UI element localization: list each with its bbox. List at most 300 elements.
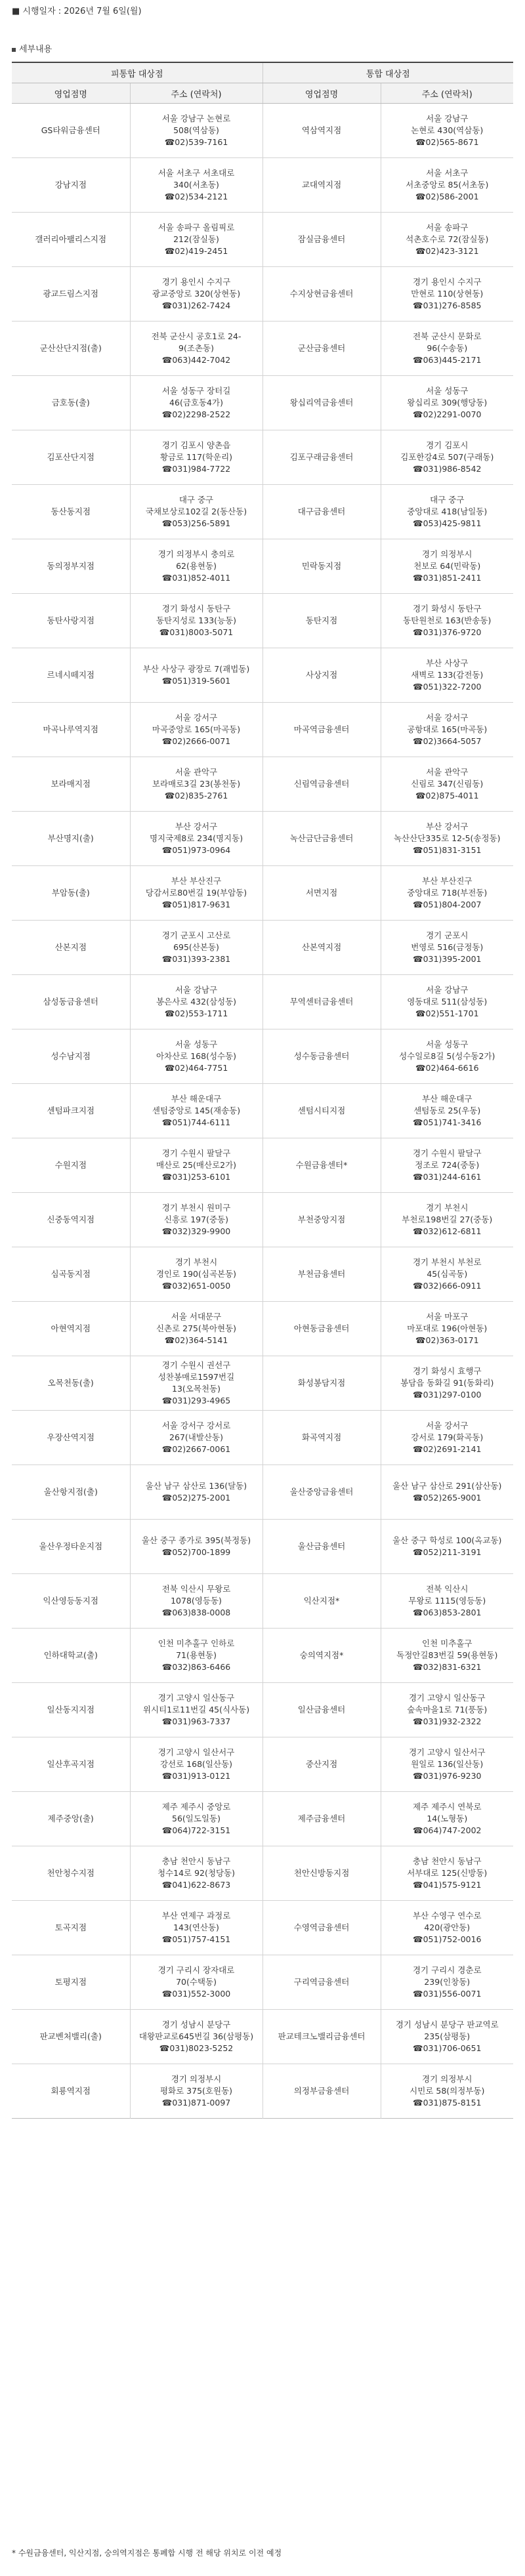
phone-number: ☎031)8003-5071 [159,627,234,637]
phone-number: ☎031)986-8542 [413,464,482,474]
branch-name-right: 아현동금융센터 [262,1302,381,1356]
address-line: 왕십리로 309(행당동) [407,398,488,407]
phone-number: ☎031)875-8151 [413,2098,482,2108]
address-line: 서울 성동구 장터길 [161,386,231,396]
branch-address-right [381,921,513,975]
address-line: 부산 사상구 [426,658,469,668]
address-line: 서울 서초구 [426,168,469,178]
address-line: 보라매로3길 23(봉천동) [152,779,241,789]
address-line: 서울 성동구 [426,1039,469,1049]
branch-name-left: 금호동(출) [12,376,130,430]
branch-address-left [130,648,262,703]
phone-number: ☎031)244-6161 [413,1172,482,1182]
table-row [12,1465,513,1520]
phone-number: ☎052)265-9001 [413,1493,482,1503]
branch-address-left [130,757,262,812]
branch-name-right: 김포구래금융센터 [262,430,381,485]
branch-name-right: 사상지점 [262,648,381,703]
address-line: 만현로 110(상현동) [411,289,484,299]
address-line: 논현로 430(역삼동) [411,125,484,135]
table-row [12,2010,513,2064]
phone-number: ☎063)442-7042 [161,355,231,365]
table-row [12,213,513,267]
branch-address-right [381,1138,513,1193]
address-line: 서부대로 125(신방동) [407,1868,488,1878]
address-line: 경기 김포시 양촌읍 [161,440,231,450]
branch-address-right [381,594,513,648]
address-line: 부산 수영구 연수로 [412,1911,482,1921]
phone-number: ☎032)651-0050 [161,1281,231,1291]
col-header-addr-right: 주소 (연락처) [381,83,513,104]
phone-number: ☎031)913-0121 [161,1771,231,1781]
address-line: 경기 화성시 효행구 [412,1366,482,1376]
branch-address-left [130,104,262,158]
phone-number: ☎051)322-7200 [413,682,482,692]
branch-merger-table [12,62,513,2119]
table-row [12,1302,513,1356]
address-line: 황금로 117(학운리) [159,452,233,462]
branch-address-left [130,1138,262,1193]
branch-name-left: 동탄사랑지점 [12,594,130,648]
table-row [12,1084,513,1138]
table-row [12,104,513,158]
branch-address-right [381,1520,513,1574]
branch-address-left [130,376,262,430]
branch-name-left: 광교드림스지점 [12,267,130,322]
table-row [12,267,513,322]
phone-number: ☎02)364-5141 [164,1335,228,1345]
address-line: 45(심곡동) [427,1269,468,1279]
phone-number: ☎032)666-0911 [413,1281,482,1291]
branch-name-left: 제주중앙(출) [12,1792,130,1846]
branch-address-left [130,1846,262,1901]
address-line: 당감서로80번길 19(부암동) [145,888,247,898]
phone-number: ☎02)2667-0061 [161,1444,231,1454]
branch-address-right [381,1302,513,1356]
address-line: 경기 성남시 분당구 판교역로 [395,2020,499,2029]
address-line: 울산 중구 종가로 395(북정동) [141,1535,251,1545]
address-line: 서울 강서구 강서로 [161,1421,231,1430]
address-line: 녹산산단335로 12-5(송정동) [393,833,501,843]
address-line: 71(용현동) [176,1650,217,1660]
table-row [12,376,513,430]
address-line: 경기 군포시 [426,930,469,940]
branch-address-left [130,1955,262,2010]
phone-number: ☎051)973-0964 [161,845,231,855]
address-line: 광교중앙로 320(상현동) [152,289,241,299]
phone-number: ☎02)565-8671 [415,137,479,147]
address-line: 정조로 724(중동) [415,1160,480,1170]
table-row [12,866,513,921]
branch-name-left: 군산산단지점(출) [12,322,130,376]
branch-address-right [381,1955,513,2010]
table-row [12,1193,513,1247]
branch-address-right [381,866,513,921]
branch-name-right: 울산금융센터 [262,1520,381,1574]
branch-address-left [130,921,262,975]
branch-address-left [130,1737,262,1792]
address-line: 번영로 516(금정동) [411,942,484,952]
square-bullet-icon [12,48,16,52]
address-line: 경기 용인시 수지구 [161,277,231,287]
address-line: 경기 의정부시 [422,2074,472,2084]
address-line: 96(수송동) [427,343,468,353]
address-line: 석촌호수로 72(잠실동) [406,234,489,244]
address-line: 경기 의정부시 [422,549,472,559]
branch-name-right: 무역센터금융센터 [262,975,381,1029]
branch-address-left [130,1029,262,1084]
branch-address-right [381,1084,513,1138]
address-line: 위시티1로11번길 45(식사동) [142,1705,250,1714]
branch-name-right: 교대역지점 [262,158,381,213]
branch-name-left: 신중동역지점 [12,1193,130,1247]
branch-name-right: 신림역금융센터 [262,757,381,812]
phone-number: ☎051)319-5601 [161,676,231,686]
address-line: 마곡중앙로 165(마곡동) [152,724,241,734]
address-line: 새벽로 133(감전동) [411,670,484,680]
phone-number: ☎02)363-0171 [415,1335,479,1345]
address-line: 서울 강서구 [426,1421,469,1430]
branch-address-right [381,539,513,594]
address-line: 508(역삼동) [173,125,219,135]
address-line: 경기 수원시 권선구 [161,1360,231,1370]
address-line: 경기 김포시 [426,440,469,450]
address-line: 울산 남구 삼산로 291(삼산동) [392,1481,502,1491]
table-row [12,430,513,485]
branch-name-left: 부암동(출) [12,866,130,921]
table-row [12,648,513,703]
address-line: 서울 강남구 [175,985,218,995]
table-row [12,2064,513,2119]
address-line: 제주 제주시 연북로 [412,1802,482,1812]
address-line: 국채보상로102길 2(동산동) [145,507,247,516]
phone-number: ☎063)445-2171 [413,355,482,365]
branch-name-left: 오목천동(출) [12,1356,130,1411]
address-line: 울산 남구 삼산로 136(달동) [145,1481,247,1491]
address-line: 부산 사상구 광장로 7(괘법동) [142,664,250,674]
branch-address-right [381,1411,513,1465]
phone-number: ☎02)2691-2141 [413,1444,482,1454]
branch-address-right [381,1356,513,1411]
branch-address-left [130,1356,262,1411]
branch-address-left [130,1084,262,1138]
address-line: 마포대로 196(아현동) [407,1323,488,1333]
branch-address-right [381,1247,513,1302]
group-header-merged: 피통합 대상점 [12,62,262,83]
branch-name-left: 천안청수지점 [12,1846,130,1901]
phone-number: ☎032)863-6466 [161,1662,231,1672]
table-row [12,1029,513,1084]
phone-number: ☎051)831-3151 [413,845,482,855]
address-line: 경기 의정부시 충의로 [158,549,235,559]
branch-address-left [130,1411,262,1465]
address-line: 서울 성동구 [175,1039,218,1049]
branch-address-left [130,158,262,213]
section-title: 세부내용 [19,45,52,54]
branch-name-left: 동산동지점 [12,485,130,539]
branch-address-left [130,1520,262,1574]
address-line: 명지국제8로 234(명지동) [149,833,243,843]
phone-number: ☎052)275-2001 [161,1493,231,1503]
branch-address-right [381,2010,513,2064]
address-line: 인천 미추홀구 [422,1638,472,1648]
table-row [12,1737,513,1792]
address-line: 70(수택동) [176,1977,217,1987]
branch-address-right [381,322,513,376]
branch-address-left [130,812,262,866]
address-line: 충남 천안시 동남구 [412,1856,482,1866]
branch-name-right: 성수동금융센터 [262,1029,381,1084]
address-line: 매산로 25(매산로2가) [156,1160,237,1170]
address-line: 212(잠실동) [173,234,219,244]
phone-number: ☎031)293-4965 [161,1396,231,1405]
footnote: * 수원금융센터, 익산지점, 숭의역지점은 통폐합 시행 전 해당 위치로 이전 예정 [12,2548,282,2558]
effective-date-line: ■ 시행일자 : 2026년 7월 6일(월) [12,7,142,16]
address-line: 경기 수원시 팔달구 [161,1148,231,1158]
branch-name-right: 대구금융센터 [262,485,381,539]
phone-number: ☎02)2298-2522 [161,409,231,419]
address-line: 원일로 136(일산동) [411,1759,484,1769]
address-line: 경기 성남시 분당구 [161,2020,231,2029]
branch-name-left: GS타워금융센터 [12,104,130,158]
address-line: 경기 부천시 원미구 [161,1203,231,1213]
branch-address-left [130,1792,262,1846]
address-line: 아차산로 168(성수동) [156,1051,237,1061]
table-row [12,1792,513,1846]
address-line: 동탄지성로 133(능동) [156,615,237,625]
table-row [12,1138,513,1193]
branch-name-right: 왕십리역금융센터 [262,376,381,430]
table-row [12,703,513,757]
branch-name-right: 화곡역지점 [262,1411,381,1465]
address-line: 서울 서초구 서초대로 [158,168,235,178]
address-line: 14(노형동) [427,1814,468,1823]
address-line: 서울 마포구 [426,1312,469,1321]
branch-name-left: 판교벤처밸리(출) [12,2010,130,2064]
address-line: 봉담읍 동화길 91(동화리) [400,1378,494,1388]
branch-name-right: 익산지점* [262,1574,381,1629]
phone-number: ☎02)3664-5057 [413,736,482,746]
phone-number: ☎041)575-9121 [413,1880,482,1890]
address-line: 부천로198번길 27(중동) [402,1215,493,1224]
phone-number: ☎053)425-9811 [413,518,482,528]
address-line: 서울 강서구 [426,713,469,722]
branch-address-right [381,1029,513,1084]
branch-name-right: 녹산금단금융센터 [262,812,381,866]
branch-name-right: 마곡역금융센터 [262,703,381,757]
address-line: 경기 구리시 경춘로 [412,1965,482,1975]
phone-number: ☎02)2291-0070 [413,409,482,419]
address-line: 서울 강남구 논현로 [161,114,231,123]
address-line: 9(조촌동) [178,343,214,353]
table-row [12,1520,513,1574]
branch-name-right: 센텀시티지점 [262,1084,381,1138]
branch-name-left: 산본지점 [12,921,130,975]
address-line: 420(광안동) [424,1922,471,1932]
address-line: 봉은사로 432(삼성동) [156,997,237,1007]
section-heading [12,42,52,54]
branch-name-right: 동탄지점 [262,594,381,648]
phone-number: ☎053)256-5891 [161,518,231,528]
branch-name-left: 토평지점 [12,1955,130,2010]
address-line: 경기 부천시 부천로 [412,1257,482,1267]
branch-address-right [381,1792,513,1846]
address-line: 경기 고양시 일산서구 [408,1747,486,1757]
phone-number: ☎031)262-7424 [161,301,231,310]
address-line: 충남 천안시 동남구 [161,1856,231,1866]
branch-name-right: 중산지점 [262,1737,381,1792]
branch-name-left: 우장산역지점 [12,1411,130,1465]
branch-name-right: 서면지점 [262,866,381,921]
address-line: 부산 해운대구 [422,1094,472,1104]
address-line: 부산 강서구 [426,821,469,831]
branch-name-right: 일산금융센터 [262,1683,381,1737]
branch-address-left [130,866,262,921]
branch-address-left [130,267,262,322]
phone-number: ☎031)984-7722 [161,464,231,474]
address-line: 인천 미추홀구 인하로 [158,1638,235,1648]
branch-name-right: 잠실금융센터 [262,213,381,267]
address-line: 신촌로 275(북아현동) [156,1323,237,1333]
phone-number: ☎031)851-2411 [413,573,482,583]
address-line: 경기 고양시 일산서구 [158,1747,235,1757]
address-line: 대구 중구 [430,495,465,505]
phone-number: ☎02)835-2761 [164,791,228,800]
branch-name-left: 일산후곡지점 [12,1737,130,1792]
branch-name-left: 동의정부지점 [12,539,130,594]
phone-number: ☎051)741-3416 [413,1117,482,1127]
branch-address-right [381,485,513,539]
address-line: 중앙대로 718(부전동) [407,888,488,898]
branch-address-right [381,1574,513,1629]
address-line: 전북 익산시 무왕로 [161,1584,231,1594]
address-line: 부산 강서구 [175,821,218,831]
phone-number: ☎031)556-0071 [413,1989,482,1999]
table-row [12,594,513,648]
branch-address-left [130,539,262,594]
phone-number: ☎052)700-1899 [161,1547,231,1557]
address-line: 경기 수원시 팔달구 [412,1148,482,1158]
branch-name-left: 갤러리아팰리스지점 [12,213,130,267]
table-row [12,485,513,539]
branch-name-right: 역삼역지점 [262,104,381,158]
branch-address-left [130,1901,262,1955]
address-line: 무왕로 1115(영등동) [408,1596,486,1606]
branch-name-right: 의정부금융센터 [262,2064,381,2119]
branch-name-right: 수지상현금융센터 [262,267,381,322]
branch-address-left [130,213,262,267]
address-line: 숲속마을1로 71(풍동) [407,1705,488,1714]
branch-address-right [381,975,513,1029]
branch-name-left: 르네시떼지점 [12,648,130,703]
branch-address-left [130,2064,262,2119]
branch-name-right: 제주금융센터 [262,1792,381,1846]
address-line: 전북 군산시 문화로 [412,331,482,341]
col-header-addr-left: 주소 (연락처) [130,83,262,104]
phone-number: ☎032)329-9900 [161,1226,231,1236]
address-line: 시민로 58(의정부동) [410,2086,485,2096]
phone-number: ☎02)553-1711 [164,1008,228,1018]
address-line: 강선로 168(일산동) [159,1759,233,1769]
table-row [12,1846,513,1901]
address-line: 강서로 179(화곡동) [411,1432,484,1442]
phone-number: ☎02)539-7161 [164,137,228,147]
address-line: 경기 군포시 고산로 [161,930,231,940]
col-header-name-left: 영업점명 [12,83,130,104]
address-line: 62(용현동) [176,561,217,571]
table-row [12,757,513,812]
address-line: 부산 부산진구 [171,876,222,886]
address-line: 서초중앙로 85(서초동) [406,180,489,190]
branch-address-right [381,1901,513,1955]
column-header-row [12,83,513,104]
address-line: 부산 해운대구 [171,1094,222,1104]
phone-number: ☎051)744-6111 [161,1117,231,1127]
branch-address-right [381,430,513,485]
branch-name-right: 수원금융센터* [262,1138,381,1193]
phone-number: ☎064)747-2002 [413,1825,482,1835]
branch-address-right [381,812,513,866]
address-line: 평화로 375(호원동) [159,2086,233,2096]
address-line: 서울 송파구 [426,222,469,232]
branch-name-left: 강남지점 [12,158,130,213]
phone-number: ☎031)395-2001 [413,954,482,964]
phone-number: ☎02)534-2121 [164,192,228,201]
group-header-row [12,62,513,83]
address-line: 서울 강남구 [426,114,469,123]
phone-number: ☎031)8023-5252 [159,2043,234,2053]
branch-name-left: 일산동지지점 [12,1683,130,1737]
address-line: 대구 중구 [178,495,214,505]
address-line: 동탄원천로 163(반송동) [403,615,492,625]
address-line: 경기 화성시 동탄구 [412,604,482,613]
address-line: 성수일로8길 5(성수동2가) [399,1051,495,1061]
branch-address-left [130,1193,262,1247]
address-line: 143(연산동) [173,1922,219,1932]
branch-address-right [381,1465,513,1520]
address-line: 경기 구리시 장자대로 [158,1965,235,1975]
phone-number: ☎031)963-7337 [161,1716,231,1726]
phone-number: ☎041)622-8673 [161,1880,231,1890]
branch-address-right [381,703,513,757]
address-line: 56(일도일동) [172,1814,220,1823]
phone-number: ☎064)722-3151 [161,1825,231,1835]
phone-number: ☎031)276-8585 [413,301,482,310]
branch-name-left: 성수남지점 [12,1029,130,1084]
branch-address-right [381,648,513,703]
address-line: 영동대로 511(삼성동) [407,997,488,1007]
phone-number: ☎02)586-2001 [415,192,479,201]
branch-address-left [130,2010,262,2064]
phone-number: ☎031)376-9720 [413,627,482,637]
branch-address-right [381,213,513,267]
branch-name-right: 산본역지점 [262,921,381,975]
branch-name-right: 천안신방동지점 [262,1846,381,1901]
branch-name-left: 삼성동금융센터 [12,975,130,1029]
table-row [12,1901,513,1955]
phone-number: ☎02)423-3121 [415,246,479,256]
phone-number: ☎051)752-0016 [413,1934,482,1944]
branch-name-left: 마곡나루역지점 [12,703,130,757]
branch-address-right [381,158,513,213]
branch-merger-table-wrapper [12,62,513,2119]
branch-address-left [130,322,262,376]
table-body [12,104,513,2119]
address-line: 340(서초동) [173,180,219,190]
address-line: 서울 서대문구 [171,1312,222,1321]
branch-name-right: 부천중앙지점 [262,1193,381,1247]
address-line: 신흥로 197(중동) [164,1215,228,1224]
